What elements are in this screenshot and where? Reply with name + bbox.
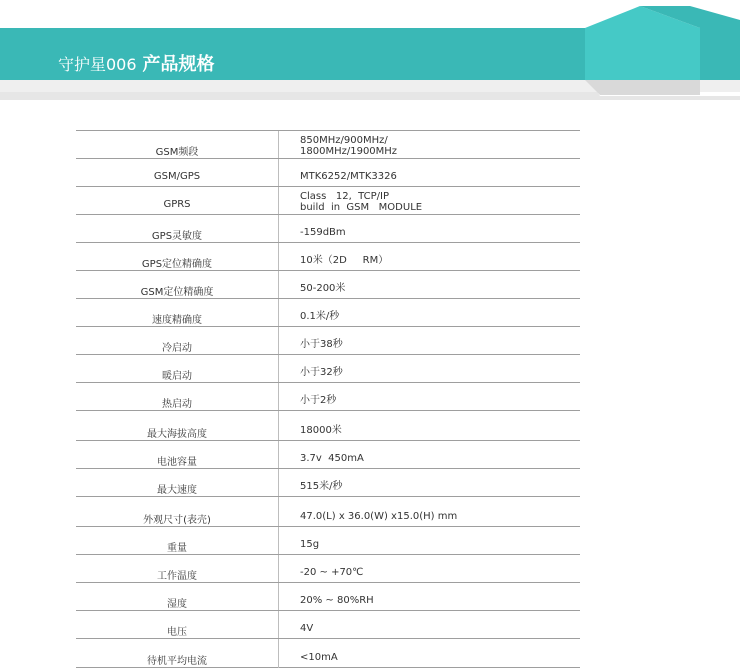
spec-row [76, 526, 580, 555]
spec-row [76, 468, 580, 497]
column-divider [278, 555, 279, 583]
spec-label: GSM/GPS [153, 171, 201, 182]
spec-label: 暖启动 [162, 371, 192, 382]
spec-row [76, 270, 580, 299]
column-divider [278, 611, 279, 639]
spec-row [76, 130, 580, 159]
spec-value: 3.7v 450mA [300, 453, 364, 464]
spec-row [76, 554, 580, 583]
product-name: 守护星006 [58, 55, 137, 74]
column-divider [278, 131, 279, 159]
spec-value: Class 12, TCP/IP build in GSM MODULE [300, 191, 423, 213]
spec-row [76, 582, 580, 611]
column-divider [278, 159, 279, 187]
spec-value: 50-200米 [300, 283, 346, 294]
spec-label: 冷启动 [162, 343, 192, 354]
spec-value: 4V [300, 623, 314, 634]
spec-value: 0.1米/秒 [300, 311, 340, 322]
column-divider [278, 441, 279, 469]
spec-row [76, 242, 580, 271]
page-title [58, 50, 215, 76]
column-divider [278, 469, 279, 497]
spec-label: 工作温度 [157, 571, 197, 582]
spec-value: 小于2秒 [300, 395, 337, 406]
spec-value: <10mA [300, 652, 338, 663]
spec-row [76, 214, 580, 243]
column-divider [278, 327, 279, 355]
spec-row [76, 354, 580, 383]
spec-value: -20 ~ +70℃ [300, 567, 364, 578]
spec-row [76, 440, 580, 469]
column-divider [278, 215, 279, 243]
spec-row [76, 158, 580, 187]
column-divider [278, 497, 279, 527]
spec-row [76, 638, 580, 668]
spec-value: 小于38秒 [300, 339, 343, 350]
spec-value: 515米/秒 [300, 481, 343, 492]
spec-row [76, 326, 580, 355]
column-divider [278, 383, 279, 411]
spec-label: 最大海拔高度 [147, 429, 207, 440]
column-divider [278, 271, 279, 299]
spec-label: 电压 [167, 627, 187, 638]
spec-label: 湿度 [167, 599, 187, 610]
spec-label: 待机平均电流 [147, 656, 207, 667]
column-divider [278, 527, 279, 555]
spec-label: GPRS [163, 199, 191, 210]
spec-label: 电池容量 [157, 457, 197, 468]
spec-row [76, 382, 580, 411]
spec-value: -159dBm [300, 227, 346, 238]
spec-label: 外观尺寸(表壳) [143, 515, 211, 526]
spec-value: MTK6252/MTK3326 [300, 171, 397, 182]
spec-row [76, 496, 580, 527]
spec-label: GSM频段 [155, 147, 199, 158]
column-divider [278, 243, 279, 271]
spec-label: GSM定位精确度 [140, 287, 214, 298]
spec-value: 小于32秒 [300, 367, 343, 378]
column-divider [278, 187, 279, 215]
spec-label: 重量 [167, 543, 187, 554]
spec-value: 15g [300, 539, 320, 550]
spec-row [76, 410, 580, 441]
spec-row [76, 610, 580, 639]
column-divider [278, 355, 279, 383]
spec-label: GPS定位精确度 [141, 259, 213, 270]
column-divider [278, 411, 279, 441]
spec-value: 850MHz/900MHz/ 1800MHz/1900MHz [300, 135, 398, 157]
spec-value: 20% ~ 80%RH [300, 595, 374, 606]
spec-label: GPS灵敏度 [151, 231, 203, 242]
spec-value: 10米（2D RM） [300, 255, 389, 266]
spec-value: 18000米 [300, 425, 342, 436]
spec-label: 速度精确度 [152, 315, 202, 326]
spec-label: 热启动 [162, 399, 192, 410]
spec-label: 最大速度 [157, 485, 197, 496]
spec-value: 47.0(L) x 36.0(W) x15.0(H) mm [300, 511, 458, 522]
column-divider [278, 639, 279, 668]
column-divider [278, 299, 279, 327]
section-title: 产品规格 [142, 54, 215, 75]
spec-row [76, 298, 580, 327]
column-divider [278, 583, 279, 611]
spec-row [76, 186, 580, 215]
